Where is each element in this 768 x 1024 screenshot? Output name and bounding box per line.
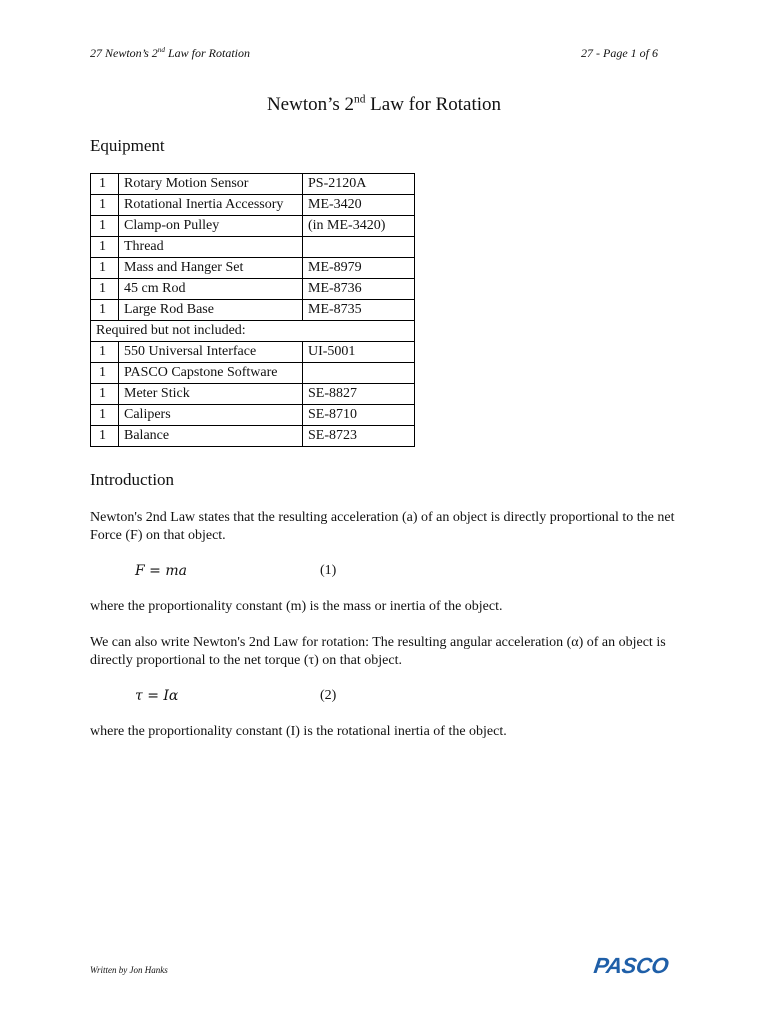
equipment-qty-cell: 1: [91, 342, 119, 363]
equipment-item-cell: Large Rod Base: [119, 300, 303, 321]
equipment-qty-cell: 1: [91, 258, 119, 279]
equipment-qty-cell: 1: [91, 216, 119, 237]
equation-1-formula: F = ma: [135, 563, 187, 579]
equation-1: [135, 563, 375, 580]
equipment-code-cell: (in ME-3420): [303, 216, 415, 237]
equipment-row: [91, 405, 415, 426]
equipment-code-cell: UI-5001: [303, 342, 415, 363]
equipment-qty-cell: 1: [91, 363, 119, 384]
equipment-row: [91, 342, 415, 363]
required-label: Required but not included:: [91, 321, 415, 342]
page-title: Newton’s 2nd Law for Rotation: [266, 93, 502, 115]
equipment-code-cell: ME-8736: [303, 279, 415, 300]
equipment-row: [91, 258, 415, 279]
equipment-qty-cell: 1: [91, 300, 119, 321]
required-label-row: [91, 321, 415, 342]
intro-paragraph-4: where the proportionality constant (I) is the rotational inertia of the object.: [90, 724, 507, 739]
equipment-item-cell: Rotational Inertia Accessory: [119, 195, 303, 216]
equipment-row: [91, 216, 415, 237]
header-page-number: 27 - Page 1 of 6: [581, 46, 658, 60]
equipment-item-cell: Thread: [119, 237, 303, 258]
equipment-heading: Equipment: [90, 136, 165, 155]
equipment-row: [91, 426, 415, 447]
equipment-qty-cell: 1: [91, 195, 119, 216]
equation-1-number: (1): [320, 563, 337, 578]
equation-2-number: (2): [320, 688, 337, 703]
equipment-code-cell: ME-3420: [303, 195, 415, 216]
equipment-item-cell: Calipers: [119, 405, 303, 426]
equipment-code-cell: [303, 363, 415, 384]
equipment-qty-cell: 1: [91, 279, 119, 300]
equipment-qty-cell: 1: [91, 405, 119, 426]
footer-author: Written by Jon Hanks: [90, 965, 168, 975]
equipment-item-cell: Mass and Hanger Set: [119, 258, 303, 279]
equipment-code-cell: ME-8735: [303, 300, 415, 321]
equipment-item-cell: PASCO Capstone Software: [119, 363, 303, 384]
equipment-qty-cell: 1: [91, 174, 119, 195]
equipment-table: [90, 173, 415, 447]
equipment-qty-cell: 1: [91, 426, 119, 447]
intro-paragraph-2: where the proportionality constant (m) is the mass or inertia of the object.: [90, 599, 503, 614]
equipment-row: [91, 279, 415, 300]
equipment-code-cell: PS-2120A: [303, 174, 415, 195]
equipment-row: [91, 300, 415, 321]
equation-2: [135, 688, 375, 705]
equipment-item-cell: 550 Universal Interface: [119, 342, 303, 363]
equation-2-formula: τ = Iα: [135, 688, 179, 704]
page-header: [90, 46, 658, 62]
equipment-row: [91, 195, 415, 216]
pasco-logo: [588, 952, 678, 978]
equipment-row: [91, 237, 415, 258]
equipment-code-cell: [303, 237, 415, 258]
intro-paragraph-1: Newton's 2nd Law states that the resulting acceleration (a) of an object is directly proportional to the net Force (F) on that object.: [90, 510, 675, 543]
equipment-qty-cell: 1: [91, 384, 119, 405]
equipment-code-cell: SE-8723: [303, 426, 415, 447]
header-title: 27 Newton’s 2nd Law for Rotation: [90, 46, 250, 60]
pasco-logo-text: PASCO: [592, 953, 670, 978]
equipment-row: [91, 363, 415, 384]
equipment-item-cell: Meter Stick: [119, 384, 303, 405]
equipment-item-cell: Rotary Motion Sensor: [119, 174, 303, 195]
equipment-item-cell: Clamp-on Pulley: [119, 216, 303, 237]
equipment-code-cell: SE-8827: [303, 384, 415, 405]
equipment-qty-cell: 1: [91, 237, 119, 258]
equipment-code-cell: ME-8979: [303, 258, 415, 279]
equipment-row: [91, 174, 415, 195]
intro-paragraph-3: We can also write Newton's 2nd Law for rotation: The resulting angular acceleration (α) of an object is directly proportional to the net torque (τ) on that object.: [90, 635, 666, 668]
equipment-code-cell: SE-8710: [303, 405, 415, 426]
equipment-row: [91, 384, 415, 405]
equipment-item-cell: 45 cm Rod: [119, 279, 303, 300]
introduction-heading: Introduction: [90, 470, 175, 489]
equipment-item-cell: Balance: [119, 426, 303, 447]
